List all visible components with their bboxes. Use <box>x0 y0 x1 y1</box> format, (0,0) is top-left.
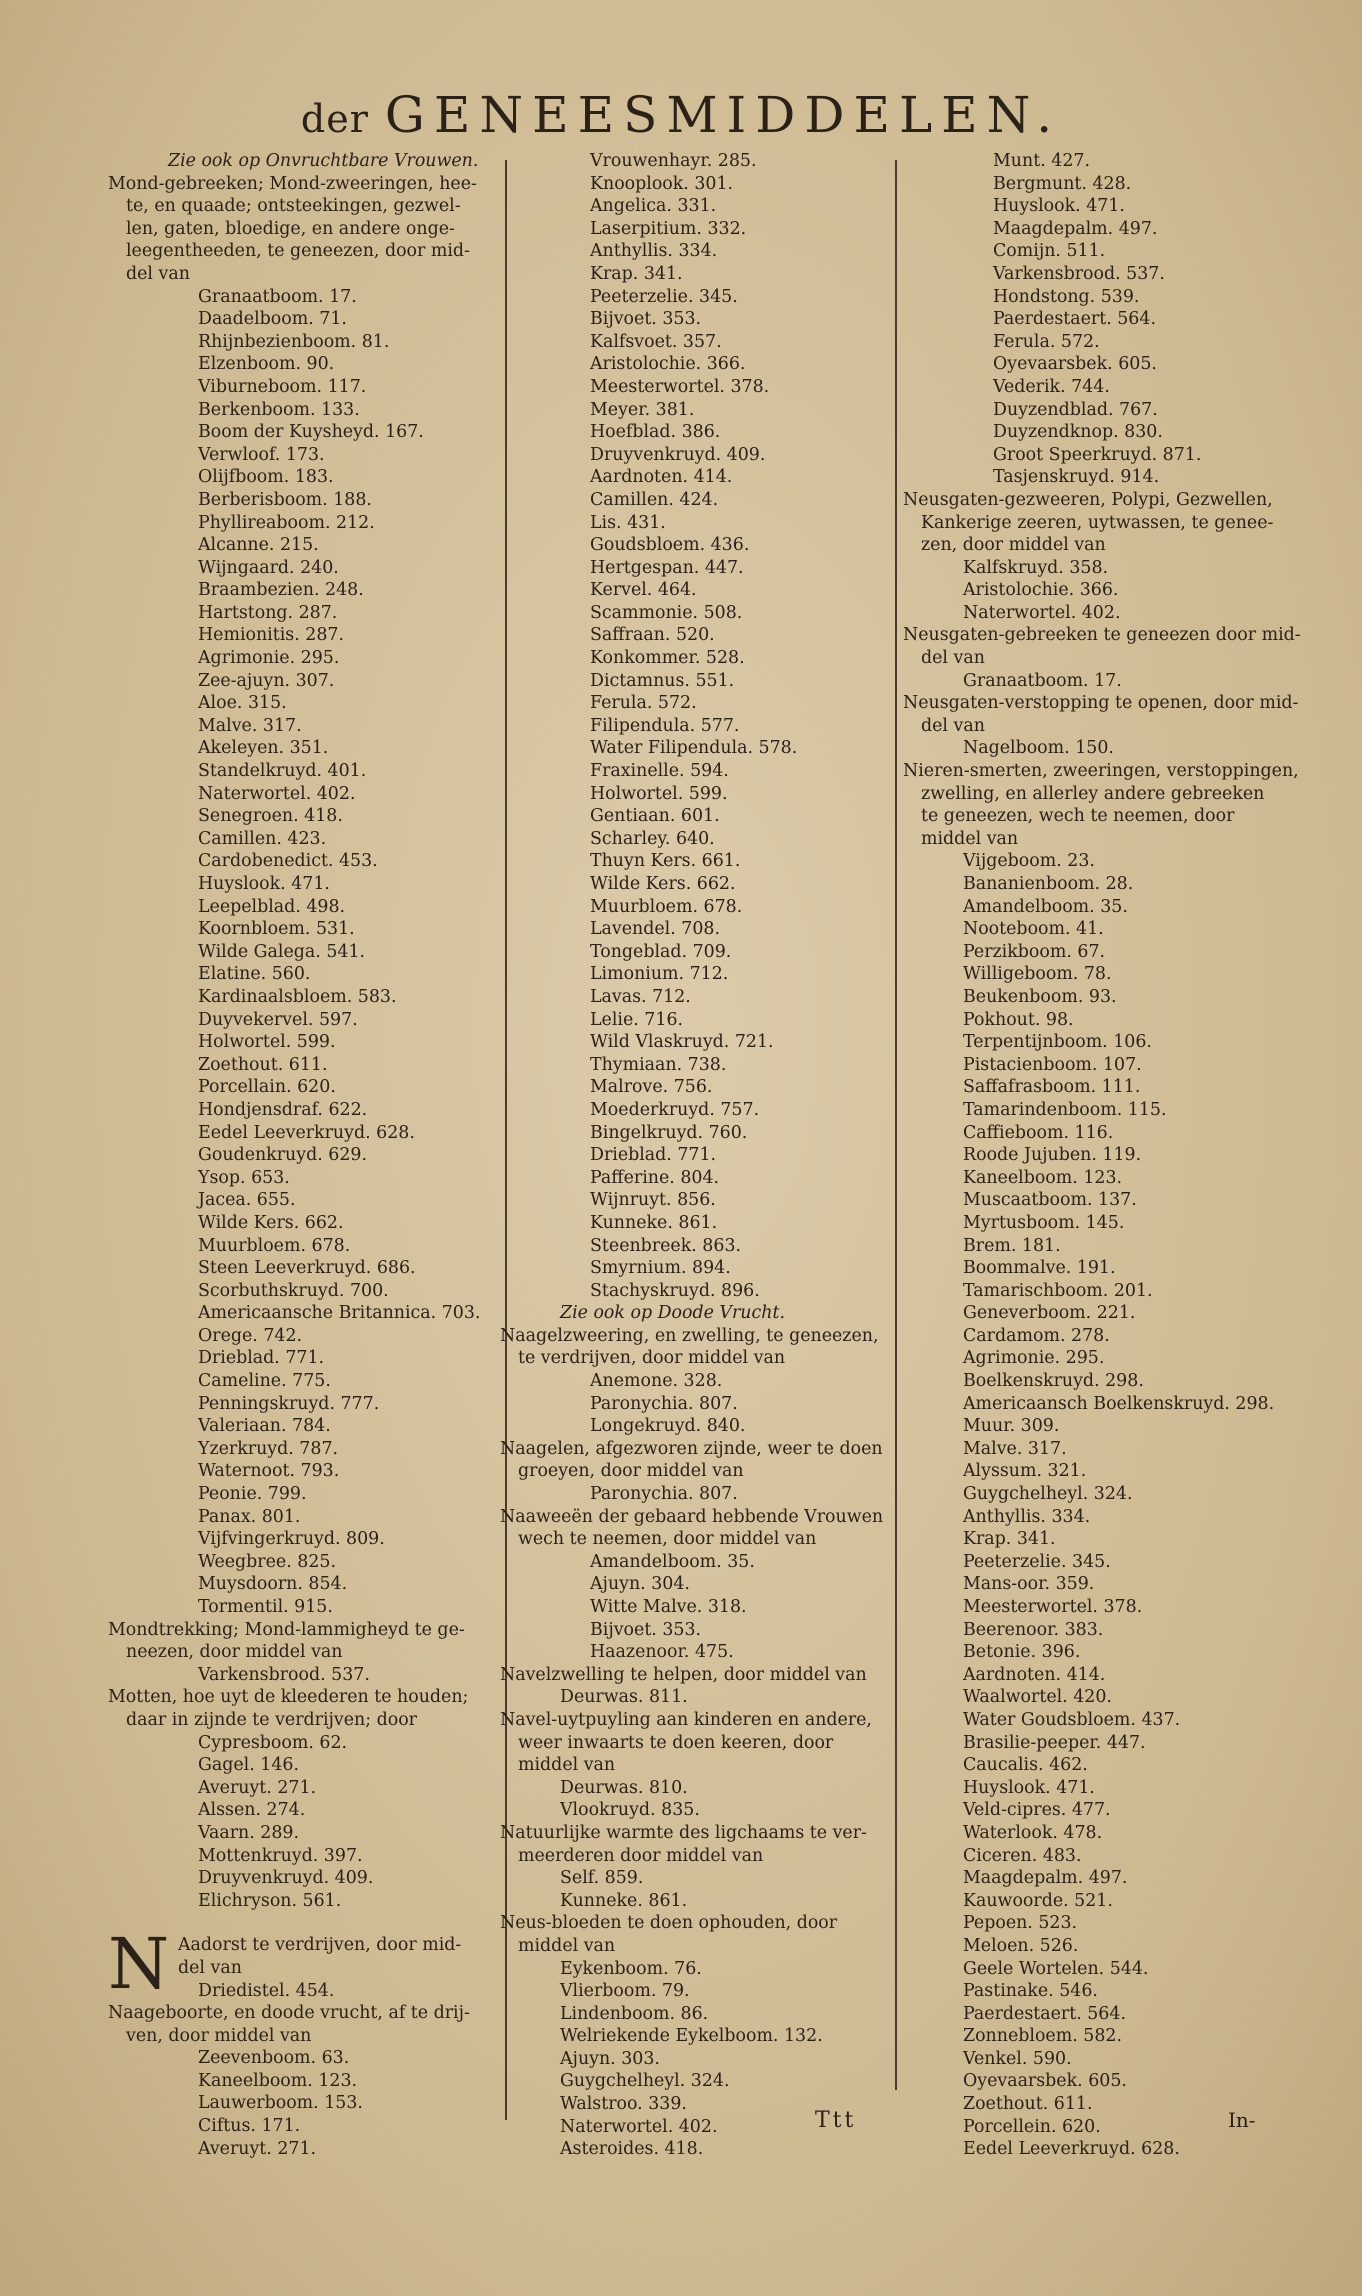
remedy-entry: Ciftus. 171. <box>198 2116 301 2137</box>
remedy-entry: Zoethout. 611. <box>198 1054 328 1075</box>
remedy-entry: Zoethout. 611. <box>963 2094 1093 2115</box>
remedy-entry: Zee-ajuyn. 307. <box>198 670 335 691</box>
header-prefix: der <box>300 97 369 141</box>
index-heading-continued: zwelling, en allerley andere gebreeken <box>921 783 1265 804</box>
remedy-entry: Elatine. 560. <box>198 964 311 985</box>
remedy-entry: Yzerkruyd. 787. <box>198 1438 339 1459</box>
remedy-entry: Phyllireaboom. 212. <box>198 512 375 533</box>
remedy-entry: Peeterzelie. 345. <box>963 1551 1111 1572</box>
catchword: In- <box>1228 2108 1256 2132</box>
remedy-entry: Druyvenkruyd. 409. <box>590 444 766 465</box>
remedy-entry: Duyvekervel. 597. <box>198 1009 358 1030</box>
remedy-entry: Varkensbrood. 537. <box>198 1664 370 1685</box>
remedy-entry: Muur. 309. <box>963 1416 1060 1437</box>
remedy-entry: Geele Wortelen. 544. <box>963 1958 1149 1979</box>
remedy-entry: Ajuyn. 304. <box>590 1574 690 1595</box>
column-3 <box>903 150 1301 2161</box>
index-heading: Naageboorte, en doode vrucht, af te drij- <box>108 2003 470 2024</box>
remedy-entry: Ferula. 572. <box>993 331 1100 352</box>
remedy-entry: Vaarn. 289. <box>198 1822 299 1843</box>
remedy-entry: Bijvoet. 353. <box>590 309 702 330</box>
remedy-entry: Lavendel. 708. <box>590 919 720 940</box>
remedy-entry: Aristolochie. 366. <box>963 580 1119 601</box>
remedy-entry: Holwortel. 599. <box>198 1032 336 1053</box>
remedy-entry: Koornbloem. 531. <box>198 919 355 940</box>
remedy-entry: Boelkenskruyd. 298. <box>963 1371 1144 1392</box>
remedy-entry: Naterwortel. 402. <box>963 602 1121 623</box>
remedy-entry: Willigeboom. 78. <box>963 964 1112 985</box>
remedy-entry: Roode Jujuben. 119. <box>963 1145 1142 1166</box>
index-heading: Neusgaten-gebreeken te geneezen door mid- <box>903 625 1301 646</box>
remedy-entry: Venkel. 590. <box>963 2048 1072 2069</box>
remedy-entry: Peonie. 799. <box>198 1484 307 1505</box>
see-also-note: Zie ook op Doode Vrucht. <box>560 1303 785 1324</box>
remedy-entry: Varkensbrood. 537. <box>993 263 1165 284</box>
index-heading: Mondtrekking; Mond-lammigheyd te ge- <box>108 1619 465 1640</box>
remedy-entry: Bijvoet. 353. <box>590 1619 702 1640</box>
remedy-entry: Porcellain. 620. <box>198 1077 336 1098</box>
remedy-entry: Wijngaard. 240. <box>198 557 339 578</box>
remedy-entry: Konkommer. 528. <box>590 648 745 669</box>
remedy-entry: Cardobenedict. 453. <box>198 851 378 872</box>
remedy-entry: Munt. 427. <box>993 151 1090 171</box>
remedy-entry: Kervel. 464. <box>590 580 697 601</box>
remedy-entry: Granaatboom. 17. <box>963 670 1122 691</box>
index-heading-continued: te verdrijven, door middel van <box>518 1348 786 1369</box>
column-1 <box>108 150 498 2160</box>
remedy-entry: Pistacienboom. 107. <box>963 1054 1142 1075</box>
remedy-entry: Walstroo. 339. <box>560 2094 687 2115</box>
remedy-entry: Averuyt. 271. <box>198 1777 317 1798</box>
remedy-entry: Pokhout. 98. <box>963 1009 1074 1030</box>
remedy-entry: Thuyn Kers. 661. <box>590 851 741 872</box>
index-heading: Mond-gebreeken; Mond-zweeringen, hee- <box>108 173 477 194</box>
remedy-entry: Ciceren. 483. <box>963 1845 1082 1866</box>
remedy-entry: Anthyllis. 334. <box>590 241 718 262</box>
remedy-entry: Driedistel. 454. <box>198 1980 335 2001</box>
index-heading: Navelzwelling te helpen, door middel van <box>500 1664 867 1685</box>
remedy-entry: Kaneelboom. 123. <box>198 2070 358 2091</box>
remedy-entry: Witte Malve. 318. <box>590 1597 747 1617</box>
remedy-entry: Drieblad. 771. <box>198 1348 325 1369</box>
remedy-entry: Deurwas. 811. <box>560 1687 688 1708</box>
index-heading: Naaweeën der gebaard hebbende Vrouwen <box>500 1506 884 1527</box>
index-heading: Navel-uytpuyling aan kinderen en andere, <box>500 1709 872 1730</box>
remedy-entry: Scammonie. 508. <box>590 602 743 623</box>
remedy-entry: Duyzendknop. 830. <box>993 422 1163 443</box>
remedy-entry: Haazenoor. 475. <box>590 1642 734 1663</box>
remedy-entry: Kauwoorde. 521. <box>963 1890 1113 1911</box>
remedy-entry: Americaansche Britannica. 703. <box>198 1303 481 1324</box>
remedy-entry: Saffraan. 520. <box>590 625 715 646</box>
remedy-entry: Druyvenkruyd. 409. <box>198 1868 374 1889</box>
remedy-entry: Vlierboom. 79. <box>560 1981 690 2002</box>
remedy-entry: Guygchelheyl. 324. <box>963 1484 1133 1505</box>
remedy-entry: Steen Leeverkruyd. 686. <box>198 1258 416 1279</box>
index-heading-continued: weer inwaarts te doen keeren, door <box>518 1732 834 1753</box>
remedy-entry: Berberisboom. 188. <box>198 489 372 510</box>
remedy-entry: Senegroen. 418. <box>198 806 343 827</box>
remedy-entry: Braambezien. 248. <box>198 580 364 601</box>
remedy-entry: Ajuyn. 303. <box>560 2048 660 2069</box>
remedy-entry: Agrimonie. 295. <box>198 648 340 669</box>
remedy-entry: Zeevenboom. 63. <box>198 2048 350 2069</box>
remedy-entry: Hondstong. 539. <box>993 286 1140 307</box>
remedy-entry: Huyslook. 471. <box>993 196 1125 217</box>
index-heading-continued: neezen, door middel van <box>126 1642 343 1663</box>
remedy-entry: Alcanne. 215. <box>198 535 319 556</box>
remedy-entry: Scharley. 640. <box>590 828 715 849</box>
remedy-entry: Vijgeboom. 23. <box>963 851 1095 872</box>
remedy-entry: Steenbreek. 863. <box>590 1235 742 1256</box>
remedy-entry: Myrtusboom. 145. <box>963 1212 1125 1233</box>
remedy-entry: Berkenboom. 133. <box>198 399 360 420</box>
index-heading-continued: wech te neemen, door middel van <box>518 1529 817 1550</box>
remedy-entry: Terpentijnboom. 106. <box>963 1032 1152 1053</box>
remedy-entry: Kardinaalsbloem. 583. <box>198 986 397 1007</box>
remedy-entry: Nagelboom. 150. <box>963 738 1114 759</box>
remedy-entry: Pepoen. 523. <box>963 1913 1078 1934</box>
remedy-entry: Hemionitis. 287. <box>198 625 344 646</box>
remedy-entry: Beukenboom. 93. <box>963 986 1117 1007</box>
index-heading-continued: middel van <box>518 1755 616 1776</box>
index-heading-continued: te geneezen, wech te neemen, door <box>921 806 1235 827</box>
index-heading: del van <box>178 1957 242 1978</box>
remedy-entry: Eedel Leeverkruyd. 628. <box>963 2139 1180 2160</box>
remedy-entry: Kalfsvoet. 357. <box>590 331 722 352</box>
remedy-entry: Tongeblad. 709. <box>590 941 732 962</box>
remedy-entry: Perzikboom. 67. <box>963 941 1106 962</box>
remedy-entry: Gagel. 146. <box>198 1755 300 1776</box>
index-heading: Naagelzweering, en zwelling, te geneezen, <box>500 1325 879 1346</box>
remedy-entry: Brasilie-peeper. 447. <box>963 1732 1146 1753</box>
remedy-entry: Anthyllis. 334. <box>963 1506 1091 1527</box>
index-heading-continued: len, gaten, bloedige, en andere onge- <box>126 218 455 239</box>
remedy-entry: Lis. 431. <box>590 512 666 533</box>
index-heading: Neus-bloeden te doen ophouden, door <box>500 1913 838 1934</box>
remedy-entry: Meesterwortel. 378. <box>590 376 770 397</box>
index-heading: Neusgaten-verstopping te openen, door mid- <box>903 693 1299 714</box>
remedy-entry: Meesterwortel. 378. <box>963 1597 1143 1617</box>
signature-mark: Ttt <box>815 2108 857 2133</box>
remedy-entry: Pafferine. 804. <box>590 1167 720 1188</box>
remedy-entry: Zonnebloem. 582. <box>963 2026 1122 2047</box>
index-heading: Naagelen, afgezworen zijnde, weer te doen <box>500 1438 883 1459</box>
remedy-entry: Groot Speerkruyd. 871. <box>993 444 1202 465</box>
remedy-entry: Vederik. 744. <box>993 376 1110 397</box>
remedy-entry: Penningskruyd. 777. <box>198 1393 380 1414</box>
index-heading: Nieren-smerten, zweeringen, verstoppingen, <box>903 761 1299 782</box>
remedy-entry: Anemone. 328. <box>590 1371 723 1392</box>
remedy-entry: Waternoot. 793. <box>198 1461 340 1482</box>
remedy-entry: Paerdestaert. 564. <box>963 2003 1126 2024</box>
remedy-entry: Krap. 341. <box>590 263 683 284</box>
remedy-entry: Peeterzelie. 345. <box>590 286 738 307</box>
remedy-entry: Laserpitium. 332. <box>590 218 747 239</box>
remedy-entry: Malve. 317. <box>963 1438 1067 1459</box>
remedy-entry: Thymiaan. 738. <box>590 1054 727 1075</box>
remedy-entry: Geneverboom. 221. <box>963 1303 1136 1324</box>
remedy-entry: Lindenboom. 86. <box>560 2003 709 2024</box>
remedy-entry: Camillen. 424. <box>590 489 719 510</box>
remedy-entry: Aristolochie. 366. <box>590 354 746 375</box>
remedy-entry: Eykenboom. 76. <box>560 1958 702 1979</box>
remedy-entry: Asteroides. 418. <box>560 2139 704 2160</box>
remedy-entry: Kunneke. 861. <box>590 1212 718 1233</box>
remedy-entry: Camillen. 423. <box>198 828 327 849</box>
remedy-entry: Oyevaarsbek. 605. <box>963 2071 1127 2092</box>
page-header <box>0 80 1362 154</box>
remedy-entry: Fraxinelle. 594. <box>590 761 729 782</box>
remedy-entry: Panax. 801. <box>198 1506 301 1527</box>
remedy-entry: Welriekende Eykelboom. 132. <box>560 2026 823 2047</box>
remedy-entry: Olijfboom. 183. <box>198 467 334 488</box>
remedy-entry: Filipendula. 577. <box>590 715 740 736</box>
remedy-entry: Rhijnbezienboom. 81. <box>198 331 390 352</box>
remedy-entry: Muurbloem. 678. <box>590 896 743 917</box>
remedy-entry: Oyevaarsbek. 605. <box>993 354 1157 375</box>
remedy-entry: Jacea. 655. <box>198 1190 296 1211</box>
remedy-entry: Tamarischboom. 201. <box>963 1280 1153 1301</box>
remedy-entry: Gentiaan. 601. <box>590 806 720 827</box>
remedy-entry: Scorbuthskruyd. 700. <box>198 1280 389 1301</box>
remedy-entry: Muurbloem. 678. <box>198 1235 351 1256</box>
remedy-entry: Weegbree. 825. <box>198 1551 336 1572</box>
remedy-entry: Hoefblad. 386. <box>590 422 721 443</box>
remedy-entry: Bingelkruyd. 760. <box>590 1122 748 1143</box>
remedy-entry: Water Filipendula. 578. <box>590 738 798 759</box>
remedy-entry: Cypresboom. 62. <box>198 1732 348 1753</box>
remedy-entry: Americaansch Boelkenskruyd. 298. <box>963 1393 1275 1414</box>
remedy-entry: Maagdepalm. 497. <box>993 218 1158 239</box>
remedy-entry: Boommalve. 191. <box>963 1258 1116 1279</box>
remedy-entry: Paronychia. 807. <box>590 1484 738 1505</box>
remedy-entry: Aloe. 315. <box>198 693 287 714</box>
remedy-entry: Lelie. 716. <box>590 1009 684 1030</box>
remedy-entry: Naterwortel. 402. <box>560 2116 718 2137</box>
remedy-entry: Boom der Kuysheyd. 167. <box>198 422 424 443</box>
remedy-entry: Amandelboom. 35. <box>590 1551 755 1572</box>
remedy-entry: Kalfskruyd. 358. <box>963 557 1109 578</box>
column-rule <box>895 160 897 2090</box>
remedy-entry: Waterlook. 478. <box>963 1822 1103 1843</box>
remedy-entry: Tamarindenboom. 115. <box>963 1099 1167 1120</box>
remedy-entry: Porcellein. 620. <box>963 2116 1101 2137</box>
remedy-entry: Longekruyd. 840. <box>590 1416 746 1437</box>
index-heading-continued: ven, door middel van <box>126 2025 312 2046</box>
remedy-entry: Lauwerboom. 153. <box>198 2093 363 2114</box>
index-heading: Natuurlijke warmte des ligchaams te ver- <box>500 1822 867 1843</box>
remedy-entry: Wild Vlaskruyd. 721. <box>590 1032 774 1053</box>
remedy-entry: Valeriaan. 784. <box>198 1416 331 1437</box>
remedy-entry: Goudenkruyd. 629. <box>198 1145 367 1166</box>
remedy-entry: Hertgespan. 447. <box>590 557 744 578</box>
index-heading-continued: zen, door middel van <box>921 535 1106 556</box>
remedy-entry: Verwloof. 173. <box>198 444 325 465</box>
remedy-entry: Huyslook. 471. <box>198 874 330 894</box>
remedy-entry: Wijnruyt. 856. <box>590 1190 716 1211</box>
remedy-entry: Cardamom. 278. <box>963 1325 1110 1346</box>
remedy-entry: Viburneboom. 117. <box>198 376 367 397</box>
remedy-entry: Bananienboom. 28. <box>963 874 1134 894</box>
remedy-entry: Kaneelboom. 123. <box>963 1167 1123 1188</box>
remedy-entry: Agrimonie. 295. <box>963 1348 1105 1369</box>
remedy-entry: Bergmunt. 428. <box>993 173 1132 194</box>
remedy-entry: Water Goudsbloem. 437. <box>963 1709 1181 1730</box>
remedy-entry: Meyer. 381. <box>590 399 695 420</box>
index-heading-continued: meerderen door middel van <box>518 1845 764 1866</box>
index-heading: Neusgaten-gezweeren, Polypi, Gezwellen, <box>903 489 1273 510</box>
remedy-entry: Wilde Kers. 662. <box>590 874 736 894</box>
index-heading-continued: Kankerige zeeren, uytwassen, te genee- <box>921 512 1274 533</box>
index-heading-text: Aadorst te verdrijven, door mid- <box>178 1935 462 1956</box>
remedy-entry: Drieblad. 771. <box>590 1145 717 1166</box>
remedy-entry: Vrouwenhayr. 285. <box>590 151 757 171</box>
remedy-entry: Dictamnus. 551. <box>590 670 735 691</box>
remedy-entry: Standelkruyd. 401. <box>198 761 367 782</box>
remedy-entry: Maagdepalm. 497. <box>963 1868 1128 1889</box>
remedy-entry: Pastinake. 546. <box>963 1981 1098 2002</box>
index-heading-continued: middel van <box>518 1935 616 1956</box>
drop-cap: N <box>108 1923 170 2006</box>
remedy-entry: Holwortel. 599. <box>590 783 728 804</box>
remedy-entry: Moederkruyd. 757. <box>590 1099 760 1120</box>
remedy-entry: Krap. 341. <box>963 1529 1056 1550</box>
remedy-entry: Vijfvingerkruyd. 809. <box>198 1529 385 1550</box>
remedy-entry: Elichryson. 561. <box>198 1890 342 1911</box>
remedy-entry: Akeleyen. 351. <box>198 738 329 759</box>
remedy-entry: Alssen. 274. <box>198 1800 306 1821</box>
remedy-entry: Caffieboom. 116. <box>963 1122 1114 1143</box>
remedy-entry: Caucalis. 462. <box>963 1755 1088 1776</box>
remedy-entry: Wilde Galega. 541. <box>198 941 366 962</box>
remedy-entry: Paerdestaert. 564. <box>993 309 1156 330</box>
remedy-entry: Goudsbloem. 436. <box>590 535 750 556</box>
remedy-entry: Duyzendblad. 767. <box>993 399 1158 420</box>
remedy-entry: Muscaatboom. 137. <box>963 1190 1137 1211</box>
remedy-entry: Self. 859. <box>560 1868 644 1889</box>
remedy-entry: Angelica. 331. <box>590 196 717 217</box>
remedy-entry: Betonie. 396. <box>963 1642 1081 1663</box>
remedy-entry: Hartstong. 287. <box>198 602 338 623</box>
remedy-entry: Alyssum. 321. <box>963 1461 1087 1482</box>
index-heading-continued: groeyen, door middel van <box>518 1461 744 1482</box>
remedy-entry: Stachyskruyd. 896. <box>590 1280 760 1301</box>
remedy-entry: Malrove. 756. <box>590 1077 713 1098</box>
remedy-entry: Naterwortel. 402. <box>198 783 356 804</box>
remedy-entry: Comijn. 511. <box>993 241 1106 262</box>
remedy-entry: Nooteboom. 41. <box>963 919 1104 940</box>
remedy-entry: Ysop. 653. <box>198 1167 290 1188</box>
remedy-entry: Averuyt. 271. <box>198 2138 317 2159</box>
remedy-entry: Muysdoorn. 854. <box>198 1574 348 1595</box>
remedy-entry: Kunneke. 861. <box>560 1890 688 1911</box>
remedy-entry: Elzenboom. 90. <box>198 354 335 375</box>
index-heading-continued: del van <box>921 715 985 736</box>
remedy-entry: Aardnoten. 414. <box>590 467 733 488</box>
index-heading-continued: te, en quaade; ontsteekingen, gezwel- <box>126 196 461 217</box>
remedy-entry: Aardnoten. 414. <box>963 1664 1106 1685</box>
remedy-entry: Amandelboom. 35. <box>963 896 1128 917</box>
see-also-note: Zie ook op Onvruchtbare Vrouwen. <box>168 151 479 171</box>
remedy-entry: Tormentil. 915. <box>198 1597 333 1617</box>
remedy-entry: Veld-cipres. 477. <box>963 1800 1111 1821</box>
remedy-entry: Lavas. 712. <box>590 986 691 1007</box>
remedy-entry: Mans-oor. 359. <box>963 1574 1095 1595</box>
remedy-entry: Vlookruyd. 835. <box>560 1800 700 1821</box>
remedy-entry: Daadelboom. 71. <box>198 309 347 330</box>
index-heading: Motten, hoe uyt de kleederen te houden; <box>108 1687 469 1708</box>
remedy-entry: Saffafrasboom. 111. <box>963 1077 1141 1098</box>
remedy-entry: Brem. 181. <box>963 1235 1061 1256</box>
remedy-entry: Paronychia. 807. <box>590 1393 738 1414</box>
remedy-entry: Knooplook. 301. <box>590 173 734 194</box>
remedy-entry: Smyrnium. 894. <box>590 1258 731 1279</box>
remedy-entry: Mottenkruyd. 397. <box>198 1845 363 1866</box>
column-2 <box>500 150 890 2161</box>
remedy-entry: Eedel Leeverkruyd. 628. <box>198 1122 415 1143</box>
remedy-entry: Waalwortel. 420. <box>963 1687 1112 1708</box>
remedy-entry: Huyslook. 471. <box>963 1777 1095 1798</box>
index-heading-continued: daar in zijnde te verdrijven; door <box>126 1709 417 1730</box>
remedy-entry: Orege. 742. <box>198 1325 303 1346</box>
remedy-entry: Meloen. 526. <box>963 1935 1079 1956</box>
index-heading-continued: middel van <box>921 828 1019 849</box>
remedy-entry: Deurwas. 810. <box>560 1777 688 1798</box>
remedy-entry: Guygchelheyl. 324. <box>560 2071 730 2092</box>
remedy-entry: Beerenoor. 383. <box>963 1619 1104 1640</box>
remedy-entry: Tasjenskruyd. 914. <box>993 467 1160 488</box>
remedy-entry: Cameline. 775. <box>198 1371 331 1392</box>
index-heading-continued: leegentheeden, te geneezen, door mid- <box>126 241 470 262</box>
index-heading-continued: del van <box>126 263 190 284</box>
remedy-entry: Limonium. 712. <box>590 964 729 985</box>
header-title: GENEESMIDDELEN. <box>384 86 1062 144</box>
remedy-entry: Malve. 317. <box>198 715 302 736</box>
remedy-entry: Granaatboom. 17. <box>198 286 357 307</box>
remedy-entry: Leepelblad. 498. <box>198 896 346 917</box>
remedy-entry: Hondjensdraf. 622. <box>198 1099 368 1120</box>
remedy-entry: Wilde Kers. 662. <box>198 1212 344 1233</box>
index-heading-continued: del van <box>921 648 985 669</box>
remedy-entry: Ferula. 572. <box>590 693 697 714</box>
